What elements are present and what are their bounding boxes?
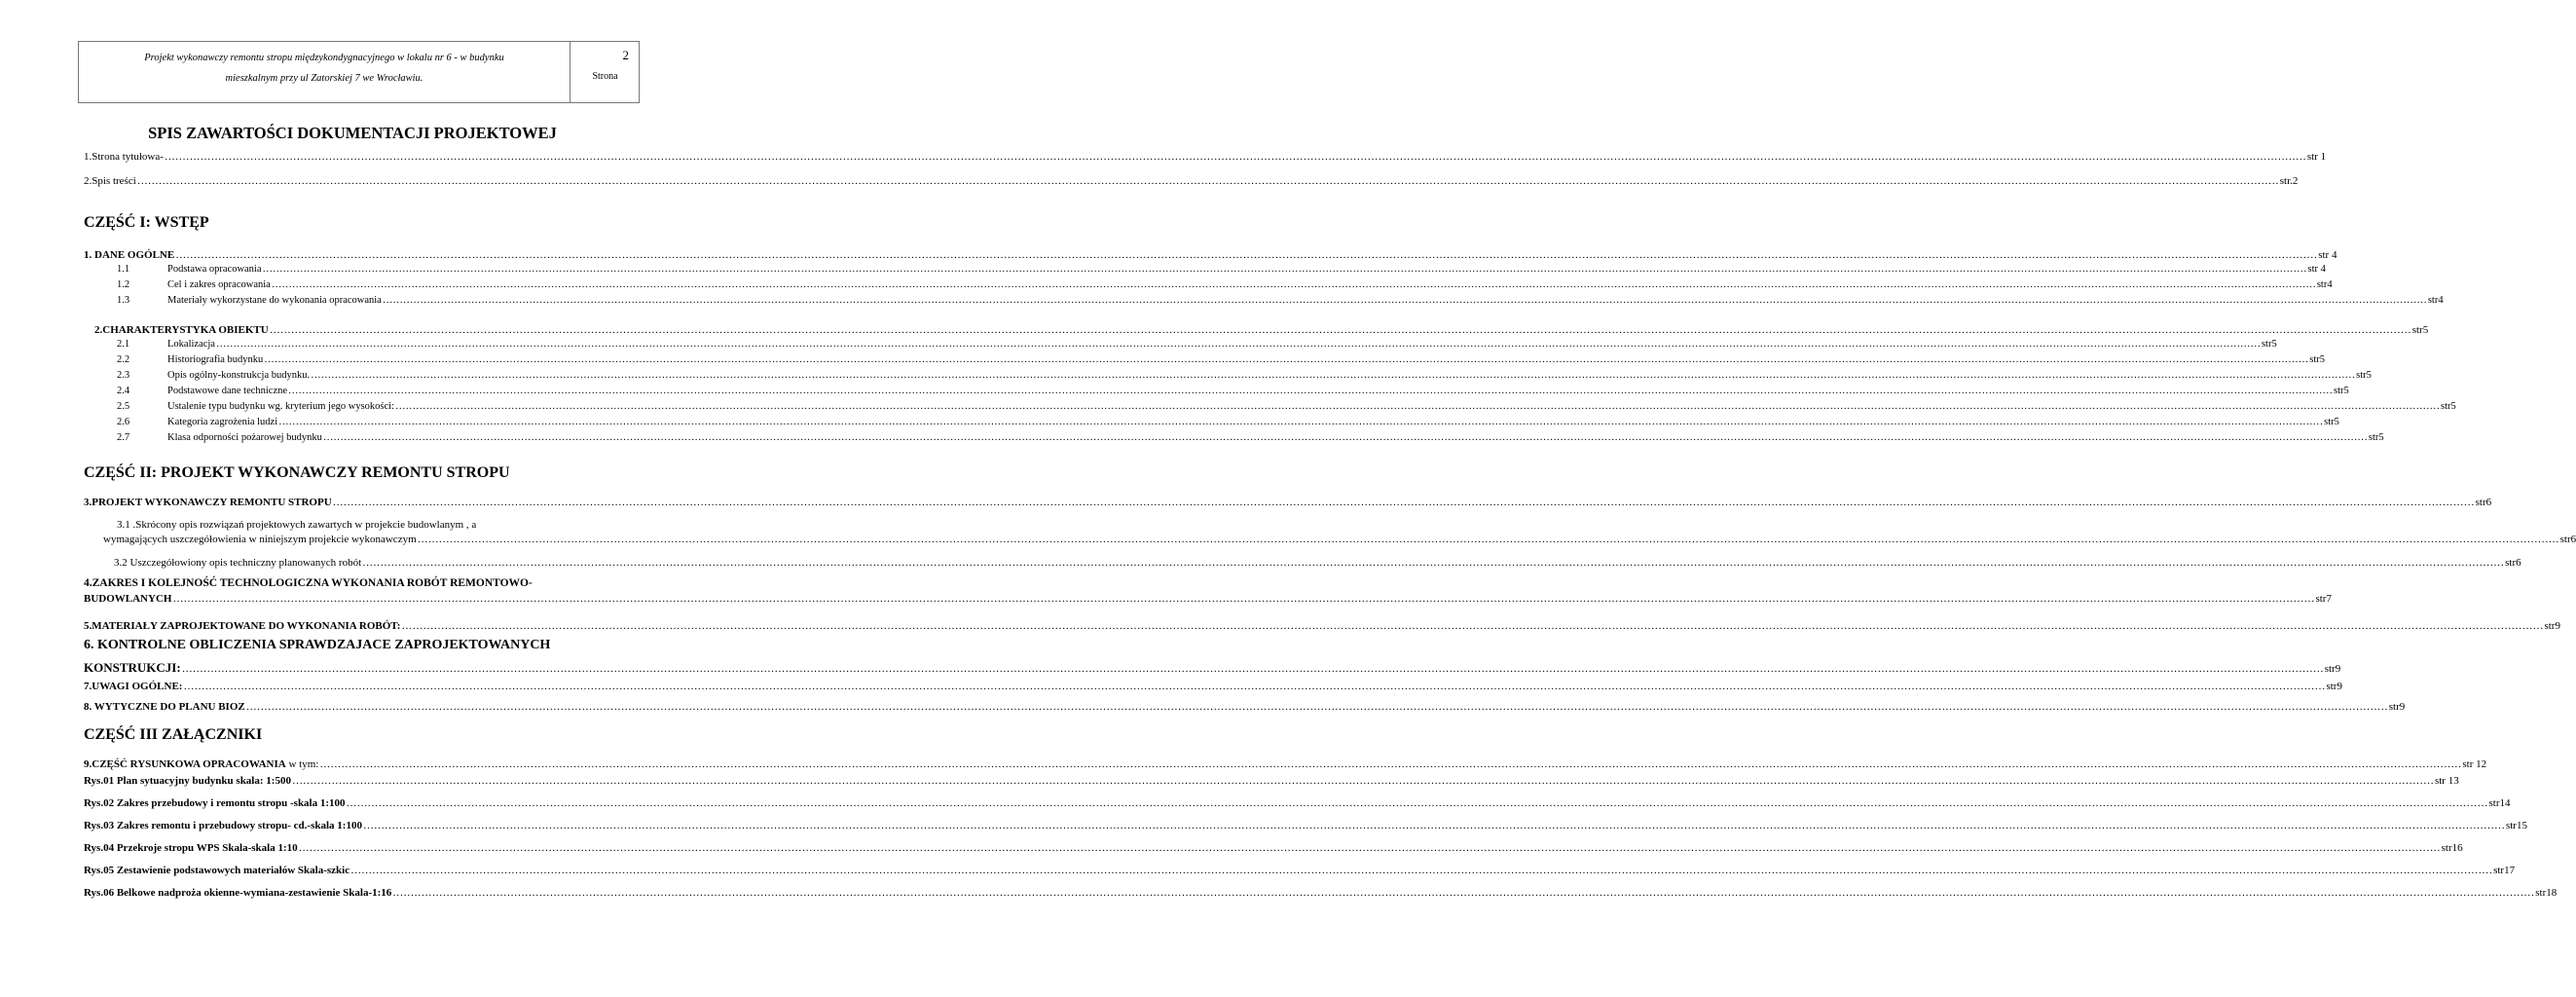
leader-dots: ……………………………………………………………………………………………………………………………………………………………………………………………………………………………………………………………………………………………………………………………………………………………………………………………………………………………………………………………………………………………………………………………………………………: [262, 264, 2307, 275]
leader-dots: ……………………………………………………………………………………………………………………………………………………………………………………………………………………………………………………………………………………………………………………………………………………………………………………………………………………………………………………………………………………………………………………………………………………: [346, 797, 2488, 809]
toc-label: 3.2 Uszczegółowiony opis techniczny planowanych robót: [114, 557, 362, 569]
toc-entry: [84, 660, 2341, 676]
toc-label: 3.PROJEKT WYKONAWCZY REMONTU STROPU: [84, 497, 332, 508]
toc-entry: [84, 701, 2406, 713]
toc-page: str5: [2411, 324, 2429, 336]
toc-entry: [94, 324, 2429, 336]
toc-page: str6: [2505, 557, 2521, 569]
toc-label: 4.ZAKRES I KOLEJNOŚĆ TECHNOLOGICZNA WYKONANIA ROBÓT REMONTOWO-: [84, 577, 533, 589]
toc-label: Opis ogólny-konstrukcja budynku.: [167, 370, 311, 381]
toc-page: str5: [2356, 370, 2372, 381]
document-header: [78, 41, 640, 103]
subsection-number: 2.7: [117, 432, 130, 443]
toc-label: 3.1 .Skrócony opis rozwiązań projektowych zawartych w projekcie budowlanym , a: [117, 519, 477, 531]
toc-label: Rys.01 Plan sytuacyjny budynku skala: 1:500: [84, 775, 291, 787]
toc-label: 1.Strona tytułowa-: [84, 151, 164, 163]
toc-page: str9: [2324, 663, 2341, 675]
toc-label: Podstawowe dane techniczne: [167, 386, 288, 396]
toc-entry: [84, 887, 2558, 899]
leader-dots: ……………………………………………………………………………………………………………………………………………………………………………………………………………………………………………………………………………………………………………………………………………………………………………………………………………………………………………………………………………………………………………………………………………………: [288, 386, 2334, 396]
toc-entry: [167, 339, 2277, 350]
toc-entry: [84, 681, 2342, 692]
part-heading: CZĘŚĆ III ZAŁĄCZNIKI: [84, 726, 263, 743]
toc-page: str16: [2441, 842, 2463, 854]
leader-dots: ……………………………………………………………………………………………………………………………………………………………………………………………………………………………………………………………………………………………………………………………………………………………………………………………………………………………………………………………………………………………………………………………………………………: [395, 401, 2441, 412]
subsection-number: 2.4: [117, 386, 130, 396]
subsection-number: 2.1: [117, 339, 130, 350]
toc-label: Historiografia budynku: [167, 354, 264, 365]
subsection-number: 2.6: [117, 417, 130, 427]
toc-page: str6: [2475, 497, 2492, 508]
page-title: SPIS ZAWARTOŚCI DOKUMENTACJI PROJEKTOWEJ: [148, 124, 557, 142]
toc-entry: [167, 401, 2456, 412]
toc-page: str 4: [2318, 249, 2337, 261]
toc-entry: [167, 264, 2326, 275]
toc-entry: [84, 758, 2487, 770]
header-line-2: mieszkalnym przy ul Zatorskiej 7 we Wrocławiu.: [225, 73, 423, 84]
toc-page: str14: [2488, 797, 2511, 809]
toc-page: str9: [2388, 701, 2406, 713]
toc-entry: [167, 432, 2384, 443]
toc-label: Kategoria zagrożenia ludzi: [167, 417, 278, 427]
part-heading: CZĘŚĆ I: WSTĘP: [84, 214, 209, 231]
toc-entry: [167, 279, 2333, 290]
toc-page: str 12: [2462, 758, 2487, 770]
leader-dots: ……………………………………………………………………………………………………………………………………………………………………………………………………………………………………………………………………………………………………………………………………………………………………………………………………………………………………………………………………………………………………………………………………………………: [401, 620, 2544, 632]
subsection-number: 1.2: [117, 279, 130, 290]
toc-label: 8. WYTYCZNE DO PLANU BIOZ: [84, 701, 245, 713]
leader-dots: ……………………………………………………………………………………………………………………………………………………………………………………………………………………………………………………………………………………………………………………………………………………………………………………………………………………………………………………………………………………………………………………………………………………: [392, 887, 2535, 899]
toc-page: str5: [2334, 386, 2349, 396]
toc-label: Rys.02 Zakres przebudowy i remontu stropu -skala 1:100: [84, 797, 346, 809]
subsection-number: 2.2: [117, 354, 130, 365]
leader-dots: ……………………………………………………………………………………………………………………………………………………………………………………………………………………………………………………………………………………………………………………………………………………………………………………………………………………………………………………………………………………………………………………………………………………: [362, 557, 2505, 569]
toc-label: KONSTRUKCJI:: [84, 660, 181, 675]
toc-label: Podstawa opracowania: [167, 264, 262, 275]
leader-dots: ……………………………………………………………………………………………………………………………………………………………………………………………………………………………………………………………………………………………………………………………………………………………………………………………………………………………………………………………………………………………………………………………………………………: [181, 663, 2324, 675]
toc-entry: [114, 557, 2521, 569]
toc-label: 5.MATERIAŁY ZAPROJEKTOWANE DO WYKONANIA ROBÓT:: [84, 620, 401, 632]
toc-page: str5: [2309, 354, 2326, 365]
toc-page: str7: [2315, 593, 2332, 605]
leader-dots: ……………………………………………………………………………………………………………………………………………………………………………………………………………………………………………………………………………………………………………………………………………………………………………………………………………………………………………………………………………………………………………………………………………………: [291, 775, 2434, 787]
toc-label: 7.UWAGI OGÓLNE:: [84, 681, 183, 692]
subsection-number: 1.1: [117, 264, 130, 275]
section-number: 2: [94, 324, 100, 336]
toc-page: str17: [2493, 865, 2516, 876]
toc-label: Cel i zakres opracowania: [167, 279, 271, 290]
leader-dots: ……………………………………………………………………………………………………………………………………………………………………………………………………………………………………………………………………………………………………………………………………………………………………………………………………………………………………………………………………………………………………………………………………………………: [245, 701, 2388, 713]
toc-label: Rys.04 Przekroje stropu WPS Skala-skala 1:10: [84, 842, 298, 854]
toc-page: str6: [2559, 534, 2576, 545]
toc-entry: [103, 534, 2576, 545]
toc-entry: [84, 865, 2516, 876]
toc-page: str5: [2368, 432, 2384, 443]
toc-label: Materiały wykorzystane do wykonania opracowania: [167, 295, 382, 306]
leader-dots: ……………………………………………………………………………………………………………………………………………………………………………………………………………………………………………………………………………………………………………………………………………………………………………………………………………………………………………………………………………………………………………………………………………………: [183, 681, 2326, 692]
toc-page: str4: [2427, 295, 2444, 306]
toc-label: Ustalenie typu budynku wg. kryterium jego wysokości:: [167, 401, 395, 412]
toc-page: str 4: [2307, 264, 2326, 275]
leader-dots: ……………………………………………………………………………………………………………………………………………………………………………………………………………………………………………………………………………………………………………………………………………………………………………………………………………………………………………………………………………………………………………………………………………………: [271, 279, 2316, 290]
page-number: 2: [622, 48, 629, 62]
subsection-number: 2.5: [117, 401, 130, 412]
toc-entry: [167, 417, 2339, 427]
subsection-number: 2.3: [117, 370, 130, 381]
toc-entry: [84, 593, 2332, 605]
toc-entry: [84, 775, 2459, 787]
toc-page: str5: [2324, 417, 2339, 427]
toc-label: Rys.06 Belkowe nadproża okienne-wymiana-zestawienie Skala-1:16: [84, 887, 392, 899]
toc-page: str15: [2505, 820, 2527, 831]
toc-label: 2.Spis treści: [84, 175, 136, 187]
toc-entry: [167, 354, 2326, 365]
toc-label: 2.CHARAKTERYSTYKA OBIEKTU: [94, 324, 269, 336]
leader-dots: ……………………………………………………………………………………………………………………………………………………………………………………………………………………………………………………………………………………………………………………………………………………………………………………………………………………………………………………………………………………………………………………………………………………: [136, 175, 2279, 187]
leader-dots: ……………………………………………………………………………………………………………………………………………………………………………………………………………………………………………………………………………………………………………………………………………………………………………………………………………………………………………………………………………………………………………………………………………………: [278, 417, 2324, 427]
toc-entry: [167, 295, 2444, 306]
page-label: Strona: [592, 71, 618, 82]
toc-entry: [84, 175, 2299, 187]
toc-page: str 13: [2434, 775, 2459, 787]
toc-entry: [167, 386, 2349, 396]
toc-page: str.2: [2279, 175, 2299, 187]
toc-entry: [84, 797, 2511, 809]
toc-entry: [84, 842, 2463, 854]
toc-label: 6. KONTROLNE OBLICZENIA SPRAWDZAJACE ZAPROJEKTOWANYCH: [84, 638, 551, 652]
toc-label: Lokalizacja: [167, 339, 215, 350]
leader-dots: ……………………………………………………………………………………………………………………………………………………………………………………………………………………………………………………………………………………………………………………………………………………………………………………………………………………………………………………………………………………………………………………………………………………: [175, 249, 2318, 261]
toc-page: str 1: [2306, 151, 2327, 163]
leader-dots: ……………………………………………………………………………………………………………………………………………………………………………………………………………………………………………………………………………………………………………………………………………………………………………………………………………………………………………………………………………………………………………………………………………………: [417, 534, 2559, 545]
leader-dots: ……………………………………………………………………………………………………………………………………………………………………………………………………………………………………………………………………………………………………………………………………………………………………………………………………………………………………………………………………………………………………………………………………………………: [164, 151, 2306, 163]
leader-dots: ……………………………………………………………………………………………………………………………………………………………………………………………………………………………………………………………………………………………………………………………………………………………………………………………………………………………………………………………………………………………………………………………………………………: [319, 758, 2462, 770]
toc-page: str5: [2261, 339, 2277, 350]
leader-dots: ……………………………………………………………………………………………………………………………………………………………………………………………………………………………………………………………………………………………………………………………………………………………………………………………………………………………………………………………………………………………………………………………………………………: [264, 354, 2309, 365]
section-title: CHARAKTERYSTYKA OBIEKTU: [102, 324, 269, 336]
toc-label: Rys.05 Zestawienie podstawowych materiałów Skala-szkic: [84, 865, 350, 876]
toc-label: 1. DANE OGÓLNE: [84, 249, 175, 261]
toc-entry: [84, 151, 2327, 163]
toc-page: str4: [2316, 279, 2333, 290]
header-project-title: [79, 42, 570, 102]
toc-page: str18: [2535, 887, 2558, 899]
toc-entry: [84, 620, 2560, 632]
leader-dots: ……………………………………………………………………………………………………………………………………………………………………………………………………………………………………………………………………………………………………………………………………………………………………………………………………………………………………………………………………………………………………………………………………………………: [172, 593, 2315, 605]
part-heading: CZĘŚĆ II: PROJEKT WYKONAWCZY REMONTU STROPU: [84, 464, 510, 481]
toc-page: str9: [2544, 620, 2560, 632]
header-line-1: Projekt wykonawczy remontu stropu międzykondygnacyjnego w lokalu nr 6 - w budynku: [144, 53, 504, 63]
leader-dots: ……………………………………………………………………………………………………………………………………………………………………………………………………………………………………………………………………………………………………………………………………………………………………………………………………………………………………………………………………………………………………………………………………………………: [382, 295, 2427, 306]
leader-dots: ……………………………………………………………………………………………………………………………………………………………………………………………………………………………………………………………………………………………………………………………………………………………………………………………………………………………………………………………………………………………………………………………………………………: [215, 339, 2261, 350]
toc-label: BUDOWLANYCH: [84, 593, 172, 605]
leader-dots: ……………………………………………………………………………………………………………………………………………………………………………………………………………………………………………………………………………………………………………………………………………………………………………………………………………………………………………………………………………………………………………………………………………………: [311, 370, 2356, 381]
toc-entry: [84, 497, 2492, 508]
toc-page: str5: [2441, 401, 2456, 412]
leader-dots: ……………………………………………………………………………………………………………………………………………………………………………………………………………………………………………………………………………………………………………………………………………………………………………………………………………………………………………………………………………………………………………………………………………………: [350, 865, 2493, 876]
toc-entry: [84, 249, 2337, 261]
toc-label: Rys.03 Zakres remontu i przebudowy stropu- cd.-skala 1:100: [84, 820, 362, 831]
section-suffix: w tym:: [285, 758, 319, 770]
toc-label: Klasa odporności pożarowej budynku: [167, 432, 322, 443]
leader-dots: ……………………………………………………………………………………………………………………………………………………………………………………………………………………………………………………………………………………………………………………………………………………………………………………………………………………………………………………………………………………………………………………………………………………: [362, 820, 2505, 831]
subsection-number: 1.3: [117, 295, 130, 306]
toc-page: str9: [2326, 681, 2342, 692]
leader-dots: ……………………………………………………………………………………………………………………………………………………………………………………………………………………………………………………………………………………………………………………………………………………………………………………………………………………………………………………………………………………………………………………………………………………: [269, 324, 2411, 336]
leader-dots: ……………………………………………………………………………………………………………………………………………………………………………………………………………………………………………………………………………………………………………………………………………………………………………………………………………………………………………………………………………………………………………………………………………………: [298, 842, 2441, 854]
leader-dots: ……………………………………………………………………………………………………………………………………………………………………………………………………………………………………………………………………………………………………………………………………………………………………………………………………………………………………………………………………………………………………………………………………………………: [332, 497, 2475, 508]
section-title: 9.CZĘŚĆ RYSUNKOWA OPRACOWANIA: [84, 758, 286, 770]
toc-label: [84, 758, 318, 770]
toc-entry: [84, 820, 2527, 831]
toc-entry: [167, 370, 2372, 381]
section-title: DANE OGÓLNE: [94, 249, 175, 261]
leader-dots: ……………………………………………………………………………………………………………………………………………………………………………………………………………………………………………………………………………………………………………………………………………………………………………………………………………………………………………………………………………………………………………………………………………………: [322, 432, 2368, 443]
section-number: 1: [84, 249, 90, 261]
toc-label: wymagających uszczegółowienia w niniejszym projekcie wykonawczym: [103, 534, 417, 545]
